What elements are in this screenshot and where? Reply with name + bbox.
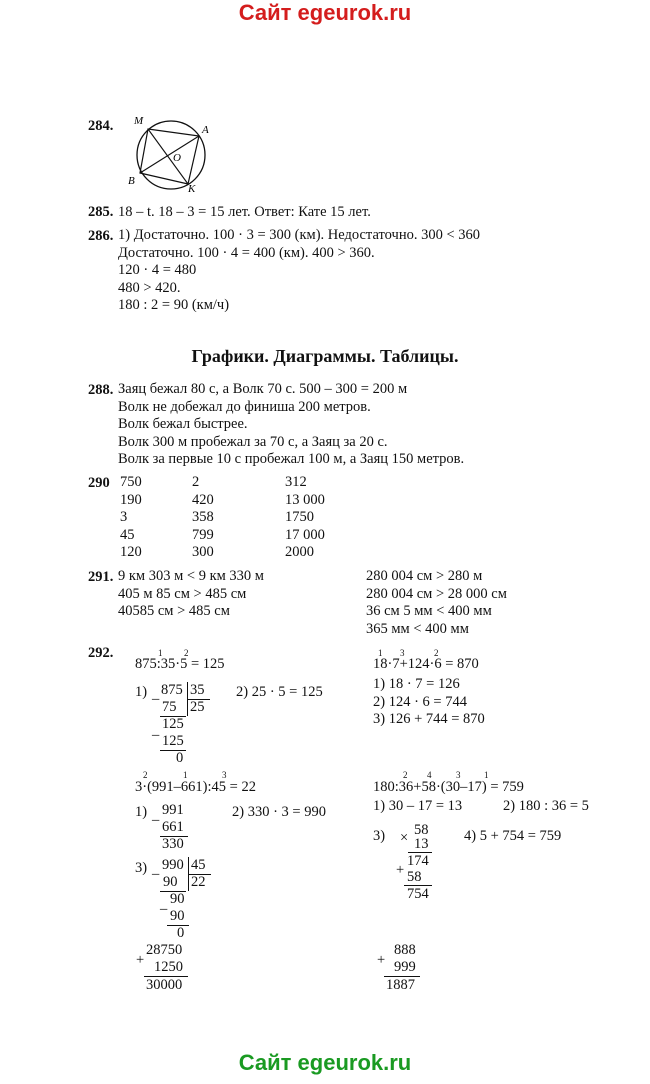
- p291-line: 365 мм < 400 мм: [366, 620, 469, 637]
- expr4-step1: 1) 30 – 17 = 13: [373, 798, 463, 814]
- plus-sign: +: [396, 862, 405, 878]
- minus-sign: –: [152, 812, 160, 828]
- div3-sub2: 90: [170, 908, 185, 924]
- order-mark: 1: [484, 770, 489, 780]
- order-mark: 3: [400, 648, 405, 658]
- p291-left: [118, 568, 264, 621]
- plus-sign: +: [136, 952, 145, 968]
- plus-sign: +: [377, 952, 386, 968]
- minus-sign: –: [152, 727, 160, 743]
- p291-line: 280 004 см > 280 м: [366, 568, 483, 584]
- order-mark: 4: [427, 770, 432, 780]
- p290-cell: 120: [120, 544, 142, 561]
- div1-dividend: 875: [161, 682, 183, 698]
- watermark-bottom: Сайт egeurok.ru: [238, 1050, 412, 1075]
- minus-sign: –: [152, 691, 160, 707]
- p288-line: Волк бежал быстрее.: [118, 416, 248, 433]
- mul4-b: 13: [414, 836, 429, 852]
- expr1-step1: 1): [135, 684, 148, 700]
- p290-cell: 750: [120, 474, 142, 490]
- add3-top: 28750: [146, 942, 183, 958]
- order-mark: 2: [143, 770, 148, 780]
- problem-284-number: 284.: [88, 118, 114, 134]
- p291-right: [366, 568, 507, 638]
- add3-result: 30000: [146, 977, 183, 993]
- problem-288-number: 288.: [88, 382, 114, 398]
- p290-cell: 358: [192, 509, 214, 526]
- p290-cell: 13 000: [285, 491, 325, 508]
- expr4-step4: 4) 5 + 754 = 759: [464, 828, 562, 844]
- order-mark: 2: [403, 770, 408, 780]
- circle-quadrilateral-figure: [120, 110, 220, 192]
- problem-291-number: 291.: [88, 569, 114, 585]
- add4-result: 1887: [386, 977, 415, 993]
- minus-sign: –: [152, 866, 160, 882]
- p286-line: 120 · 4 = 480: [118, 262, 197, 279]
- p290-cell: 2: [192, 474, 200, 490]
- div3-rem2: 0: [177, 925, 185, 941]
- section-title: Графики. Диаграммы. Таблицы.: [191, 346, 459, 366]
- expr2-step: 3) 126 + 744 = 870: [373, 711, 485, 728]
- problem-286-lines: [118, 227, 480, 315]
- p290-cell: 420: [192, 491, 214, 508]
- mul4-result: 754: [407, 886, 429, 902]
- mul4-p2: 58: [407, 869, 422, 885]
- problem-288-lines: [118, 381, 464, 469]
- sub3-top: 991: [162, 802, 184, 818]
- p290-cell: 300: [192, 544, 214, 561]
- expr3-step2: 2) 330 · 3 = 990: [232, 804, 326, 820]
- order-mark: 1: [378, 648, 383, 658]
- order-mark: 1: [158, 648, 163, 658]
- p290-cell: 17 000: [285, 526, 325, 543]
- div3-divisor: 45: [191, 857, 206, 873]
- div3-dividend: 990: [162, 857, 184, 873]
- p290-cell: 2000: [285, 544, 314, 561]
- times-sign: ×: [400, 830, 409, 846]
- label-m: M: [134, 115, 144, 127]
- p290-cell: 3: [120, 509, 128, 526]
- p288-line: Волк 300 м пробежал за 70 с, а Заяц за 20 с.: [118, 433, 388, 450]
- p286-line: 480 > 420.: [118, 279, 181, 296]
- p290-cell: 312: [285, 474, 307, 490]
- div1-sub2: 125: [162, 733, 184, 749]
- div1-sub1: 75: [162, 699, 177, 715]
- expr2: 18·7+124·6 = 870: [373, 656, 479, 672]
- expr2-step: 2) 124 · 6 = 744: [373, 693, 467, 710]
- label-k: K: [188, 183, 196, 192]
- p291-line: 405 м 85 см > 485 см: [118, 585, 247, 602]
- minus-sign: –: [160, 901, 168, 917]
- sub3-result: 330: [162, 836, 184, 852]
- sub3-bottom: 661: [162, 819, 184, 835]
- p286-line: Достаточно. 100 · 4 = 400 (км). 400 > 360.: [118, 244, 375, 261]
- label-a: A: [202, 124, 209, 136]
- p290-cell: 190: [120, 491, 142, 508]
- problem-285-number: 285.: [88, 204, 114, 220]
- problem-286-number: 286.: [88, 228, 114, 244]
- p288-line: Волк не добежал до финиша 200 метров.: [118, 398, 371, 415]
- add4-bottom: 999: [394, 959, 416, 975]
- label-o: O: [173, 152, 181, 164]
- expr4-step2: 2) 180 : 36 = 5: [503, 798, 589, 814]
- watermark-top: Сайт egeurok.ru: [238, 0, 412, 25]
- p290-cell: 1750: [285, 509, 314, 526]
- expr4-step3: 3): [373, 828, 386, 844]
- expr3-step1: 1): [135, 804, 148, 820]
- expr3: 3·(991–661):45 = 22: [135, 779, 256, 795]
- div3-rem1: 90: [170, 891, 185, 907]
- p288-line: Волк за первые 10 с пробежал 100 м, а Заяц 150 метров.: [118, 451, 465, 468]
- problem-285-text: 18 – t. 18 – 3 = 15 лет. Ответ: Кате 15 лет.: [118, 204, 371, 220]
- order-mark: 1: [183, 770, 188, 780]
- div3-quotient: 22: [191, 874, 206, 890]
- div1-rem1: 125: [162, 716, 184, 732]
- order-mark: 3: [222, 770, 227, 780]
- add3-bottom: 1250: [154, 959, 183, 975]
- div1-rem2: 0: [176, 750, 184, 766]
- expr2-steps: [373, 676, 485, 729]
- div3-sub1: 90: [163, 874, 178, 890]
- expr3-step3: 3): [135, 860, 148, 876]
- p290-col2: [192, 474, 214, 562]
- p290-col1: [120, 474, 142, 562]
- expr2-step: 1) 18 · 7 = 126: [373, 676, 460, 692]
- p286-line: 180 : 2 = 90 (км/ч): [118, 297, 230, 314]
- add4-top: 888: [394, 942, 416, 958]
- p291-line: 40585 см > 485 см: [118, 603, 230, 620]
- p290-cell: 45: [120, 526, 135, 543]
- div1-divisor: 35: [190, 682, 205, 698]
- expr4: 180:36+58·(30–17) = 759: [373, 779, 524, 795]
- p288-line: Заяц бежал 80 с, а Волк 70 с. 500 – 300 = 200 м: [118, 381, 408, 397]
- div1-quotient: 25: [190, 699, 205, 715]
- order-mark: 2: [184, 648, 189, 658]
- order-mark: 2: [434, 648, 439, 658]
- p291-line: 280 004 см > 28 000 см: [366, 585, 507, 602]
- expr1: 875:35·5 = 125: [135, 656, 225, 672]
- p290-cell: 799: [192, 526, 214, 543]
- mul4-a: 58: [414, 822, 429, 838]
- expr1-step2: 2) 25 · 5 = 125: [236, 684, 323, 700]
- p290-col3: [285, 474, 325, 562]
- p291-line: 36 см 5 мм < 400 мм: [366, 603, 492, 620]
- problem-290-number: 290: [88, 475, 110, 491]
- label-b: B: [128, 175, 135, 187]
- order-mark: 3: [456, 770, 461, 780]
- problem-292-number: 292.: [88, 645, 114, 661]
- p286-line: 1) Достаточно. 100 · 3 = 300 (км). Недостаточно. 300 < 360: [118, 227, 481, 243]
- p291-line: 9 км 303 м < 9 км 330 м: [118, 568, 264, 584]
- mul4-p1: 174: [407, 853, 429, 869]
